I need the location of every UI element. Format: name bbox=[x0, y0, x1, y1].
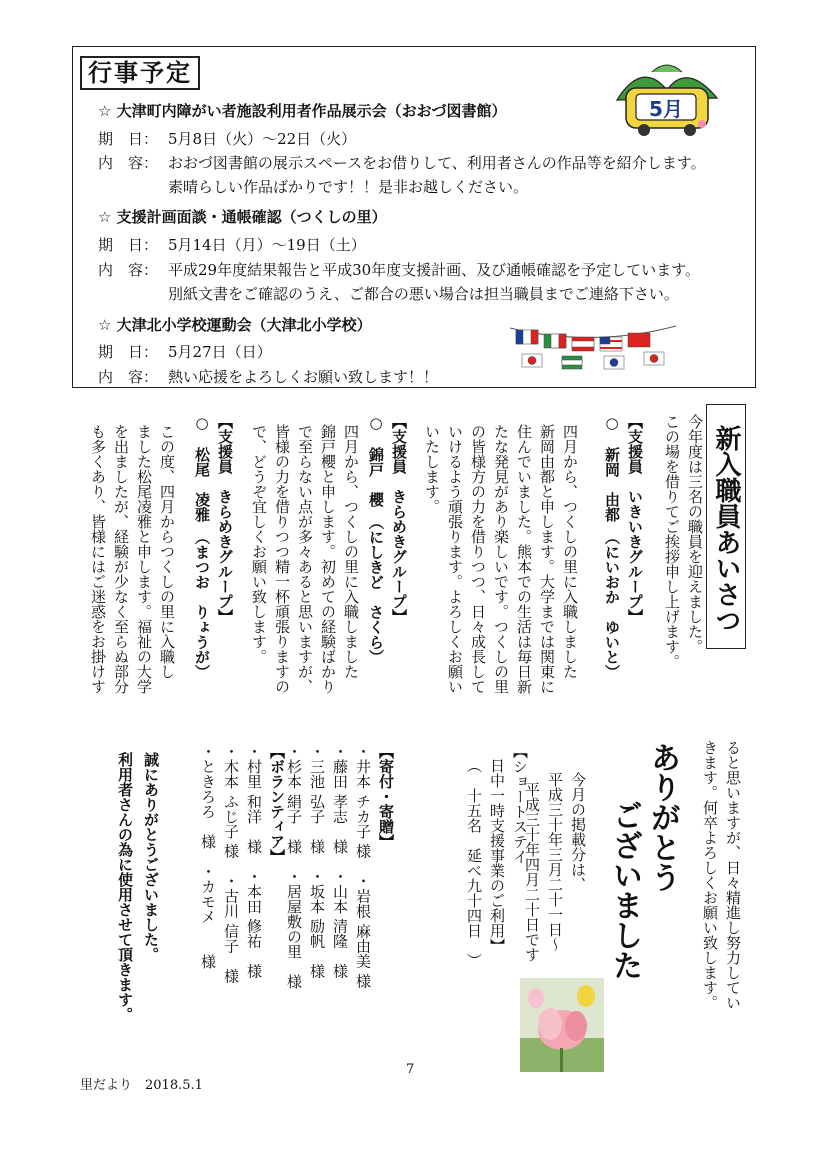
event-2-name: ☆ 支援計画面談・通帳確認（つくしの里） bbox=[98, 208, 387, 226]
month-badge: 5月 bbox=[649, 97, 683, 121]
volunteers: 【ボランティア】 ・村里 和洋 様 ・本田 修祐 様 ・木本 ふじ子 様 ・古川 信子 様 ・ときろろ 様 ・カモメ 様 bbox=[199, 744, 286, 984]
staff-3-block: 【支援員 きらめきグループ】 ○ 松尾 凌雅 （まつお りょうが） bbox=[193, 414, 234, 680]
donations: 【寄付・寄贈】 ・井本 チカ子 様 ・岩根 麻由美 様 ・藤田 孝志 様 ・山本 清隆 様 ・三池 弘子 様 ・坂本 励帆 様 ・杉本 絹子 様 ・居屋敷の里 様 bbox=[285, 744, 395, 989]
page-number: 7 bbox=[406, 1062, 415, 1077]
event-3-date: 期 日： 5月27日（日） bbox=[98, 343, 272, 361]
staff-1-block: 【支援員 いきいきグループ】 ○ 新岡 由都 （にいおか ゆいと） bbox=[603, 414, 644, 680]
staff-2-block: 【支援員 きらめきグループ】 ○ 錦戸 櫻 （にしきど さくら） bbox=[367, 414, 408, 665]
short-stay: 【ショートステイ 日中一時支援事業のご利用】 （ 十五名 延べ九十四日 ） bbox=[465, 744, 529, 968]
event-2-content-2: 別紙文書をご確認のうえ、ご都合の悪い場合は担当職員までご連絡下さい。 bbox=[168, 285, 679, 303]
thanks-title-2: ございました bbox=[607, 800, 642, 980]
schedule-title: 行事予定 bbox=[80, 56, 200, 90]
staff-3-text-cont: ると思いますが、日々精進し努力してい きます。何卒よろしくお願い致します。 bbox=[701, 740, 742, 1010]
event-3-name: ☆ 大津北小学校運動会（大津北小学校） bbox=[98, 316, 372, 334]
newsletter-date: 里だより 2018.5.1 bbox=[80, 1078, 203, 1093]
staff-3-text: この度、四月からつくしの里に入職し ました松尾凌雅と申します。福祉の大学 を出ましたが、経験が少なく至らぬ部分 も多くあり、皆様にはご迷惑をお掛けす bbox=[89, 424, 176, 694]
thanks-title-1: ありがとう bbox=[645, 742, 680, 892]
closing-message: 誠にありがとうございました。 利用者さんの為に使用させて頂きます。 bbox=[116, 752, 160, 1022]
event-1-name: ☆ 大津町内障がい者施設利用者作品展示会（おおづ図書館） bbox=[98, 102, 507, 120]
event-2-content: 内 容： 平成29年度結果報告と平成30年度支援計画、及び通帳確認を予定しています。 bbox=[98, 261, 700, 279]
thanks-period: 今月の掲載分は、 平成三十年三月二十一日～ 平成三十年四月二十日です bbox=[523, 772, 587, 962]
may-bus-illustration bbox=[612, 50, 722, 140]
event-1-date: 期 日： 5月8日（火）～22日（火） bbox=[98, 130, 357, 148]
event-1-content: 内 容： おおづ図書館の展示スペースをお借りして、利用者さんの作品等を紹介します。 bbox=[98, 154, 706, 172]
greeting-intro: 今年度は三名の職員を迎えました。 この場を借りてご挨拶申し上げます。 bbox=[663, 414, 704, 669]
tulip-photo bbox=[520, 978, 604, 1072]
staff-1-text: 四月から、つくしの里に入職しました 新岡由都と申します。大学までは関東に 住んでいました。熊本での生活は毎日新 たな発見があり楽しいです。つくしの里 の皆様方の力を借りつつ、日々成長して いけるよう頑張ります。よろしくお願い いたします。 bbox=[423, 424, 579, 694]
flags-illustration bbox=[508, 318, 678, 376]
event-2-date: 期 日： 5月14日（月）～19日（土） bbox=[98, 236, 366, 254]
greeting-title: 新入職員あいさつ bbox=[706, 404, 746, 649]
staff-2-text: 四月から、つくしの里に入職しました 錦戸櫻と申します。初めての経験ばかり で至らない点が多々あると思いますが、 皆様の力を借りつつ精一杯頑張りますの で、どうぞ宜しくお願い致します。 bbox=[250, 424, 360, 694]
event-3-content: 内 容： 熱い応援をよろしくお願い致します！！ bbox=[98, 368, 439, 386]
event-1-content-2: 素晴らしい作品ばかりです！！是非お越しください。 bbox=[168, 178, 529, 196]
